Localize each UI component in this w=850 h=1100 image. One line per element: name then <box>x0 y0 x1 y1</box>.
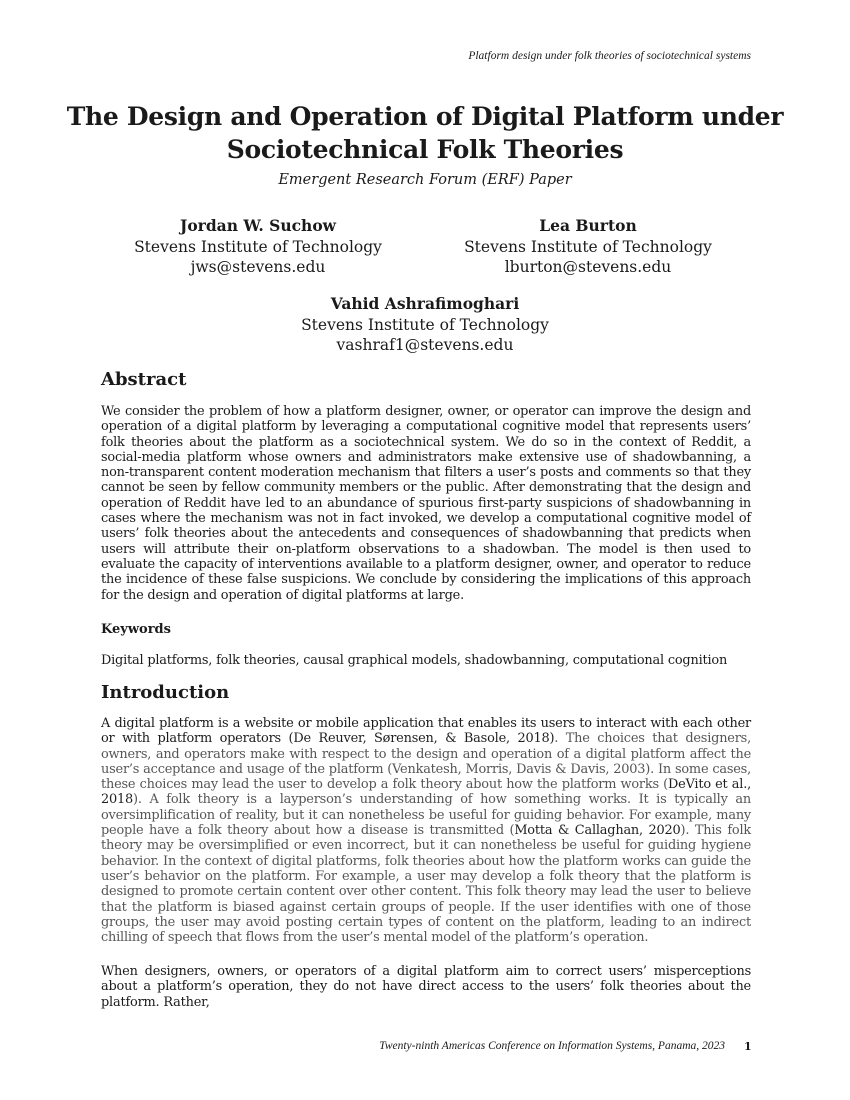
citation-link[interactable]: Motta & Callaghan, 2020 <box>514 823 681 839</box>
author-name: Lea Burton <box>539 216 637 235</box>
abstract-text: We consider the problem of how a platform designer, owner, or operator can improve the design and operation of a digital platform by leveraging a computational cognitive model that represents users’ folk theories about the platform as a sociotechnical system. We do so in the context of Reddit, a social-media platform whose owners and administrators make extensive use of shadowbanning, a non-transparent content moderation mechanism that filters a user’s posts and comments so that they cannot be seen by fellow community members or the public. After demonstrating that the design and operation of Reddit have led to an abundance of spurious first-party suspicions of shadowbanning in cases where the mechanism was not in fact invoked, we develop a computational cognitive model of users’ folk theories about the antecedents and consequences of shadowbanning that predicts when users will attribute their on-platform observations to a shadowban. The model is then used to evaluate the capacity of interventions available to a platform designer, owner, and operator to reduce the incidence of these false suspicions. We conclude by considering the implications of this approach for the design and operation of digital platforms at large. <box>101 404 751 603</box>
author-block <box>108 216 408 278</box>
page-number: 1 <box>744 1040 752 1053</box>
intro-text-segment: ). This folk theory may be oversimplified or even incorrect, but it can nonetheless be useful for guiding hygiene behavior. In the context of digital platforms, folk theories about how the platform works can guide the user’s behavior on the platform. For example, a user may develop a folk theory that the platform is designed to promote certain content over other content. This folk theory may lead the user to believe that the platform is biased against certain groups of people. If the user identifies with one of those groups, the user may avoid posting certain types of content on the platform, leading to an indirect chilling of speech that flows from the user’s mental model of the platform’s operation. <box>101 823 751 946</box>
introduction-heading: Introduction <box>101 682 230 703</box>
introduction-paragraph-2: When designers, owners, or operators of a digital platform aim to correct users’ misperceptions about a platform’s operation, they do not have direct access to the users’ folk theories about the platform. Rather, <box>101 964 751 1010</box>
author-affiliation: Stevens Institute of Technology <box>464 237 712 256</box>
citation-link[interactable]: (De Reuver, Sørensen, & Basole, 2018) <box>288 731 555 747</box>
paper-title: The Design and Operation of Digital Platform under Sociotechnical Folk Theories <box>66 102 784 164</box>
author-email[interactable]: lburton@stevens.edu <box>504 258 672 276</box>
author-name: Jordan W. Suchow <box>179 216 337 235</box>
author-block <box>225 294 625 356</box>
citation-link[interactable]: DeVito et al., 2018 <box>101 777 751 808</box>
keywords-heading: Keywords <box>101 622 171 637</box>
intro-text-segment: ). A folk theory is a layperson’s understanding of how something works. It is typically an oversimplification of reality, but it can nonetheless be useful for guiding behavior. For example, many people have a folk theory about how a disease is transmitted ( <box>101 792 751 839</box>
author-affiliation: Stevens Institute of Technology <box>134 237 382 256</box>
running-header: Platform design under folk theories of sociotechnical systems <box>468 50 751 62</box>
author-email[interactable]: vashraf1@stevens.edu <box>336 336 514 354</box>
author-block <box>438 216 738 278</box>
author-name: Vahid Ashrafimoghari <box>330 294 520 313</box>
paper-subtitle: Emergent Research Forum (ERF) Paper <box>278 172 572 188</box>
intro-text-segment: A digital platform is a website or mobile application that enables its users to interact with each other or with platform operators <box>101 716 751 747</box>
footer-conference: Twenty-ninth Americas Conference on Information Systems, Panama, 2023 <box>379 1040 725 1052</box>
abstract-heading: Abstract <box>101 369 187 390</box>
intro-text-segment: . The choices that designers, owners, and operators make with respect to the design and operation of a digital platform affect the user’s acceptance and usage of the platform (Venkatesh, Morris, Davis & Davis, 2003). In some cases, these choices may lead the user to develop a folk theory about how the platform works ( <box>101 731 751 793</box>
keywords-text: Digital platforms, folk theories, causal graphical models, shadowbanning, computational cognition <box>101 653 728 668</box>
introduction-paragraph-1 <box>101 716 751 945</box>
author-email[interactable]: jws@stevens.edu <box>190 258 326 276</box>
author-affiliation: Stevens Institute of Technology <box>301 315 549 334</box>
